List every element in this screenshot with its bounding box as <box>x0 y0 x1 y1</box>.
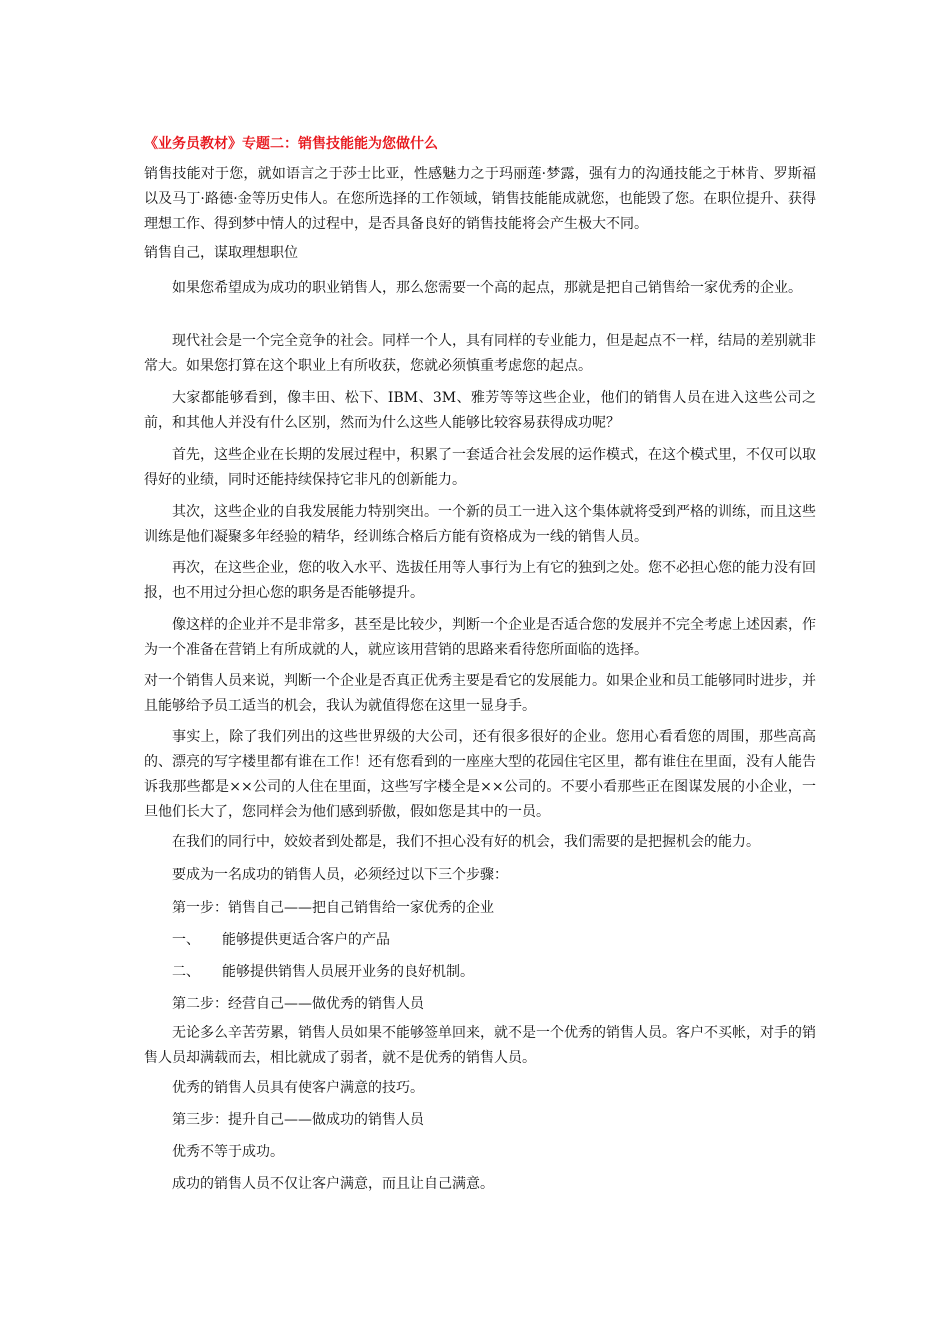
paragraph-companies: 大家都能够看到，像丰田、松下、IBM、3M、雅芳等等这些企业，他们的销售人员在进入这些公司之前，和其他人并没有什么区别，然而为什么这些人能够比较容易获得成功呢？ <box>144 390 816 431</box>
paragraph-excellence: 优秀不等于成功。 <box>172 1144 284 1160</box>
step-one-heading: 第一步：销售自己——把自己销售给一家优秀的企业 <box>172 900 494 916</box>
paragraph-second: 其次，这些企业的自我发展能力特别突出。一个新的员工一进入这个集体就将受到严格的训练，而且这些训练是他们凝聚多年经验的精华，经训练合格后方能有资格成为一线的销售人员。 <box>144 504 816 545</box>
paragraph-in-fact: 事实上，除了我们列出的这些世界级的大公司，还有很多很好的企业。您用心看看您的周围，那些高高的、漂亮的写字楼里都有谁在工作！还有您看到的一座座大型的花园住宅区里，都有谁住在里面，没有人能告诉我那些都是××公司的人住在里面，这些写字楼全是××公司的。不要小看那些正在图谋发展的小企业，一旦他们长大了，您同样会为他们感到骄傲，假如您是其中的一员。 <box>144 729 816 820</box>
paragraph-success: 成功的销售人员不仅让客户满意，而且让自己满意。 <box>172 1176 494 1192</box>
paragraph-high-start: 如果您希望成为成功的职业销售人，那么您需要一个高的起点，那就是把自己销售给一家优秀的企业。 <box>172 280 802 296</box>
list-number: 一、 <box>172 932 200 948</box>
paragraph-first: 首先，这些企业在长期的发展过程中，积累了一套适合社会发展的运作模式，在这个模式里，不仅可以取得好的业绩，同时还能持续保持它非凡的创新能力。 <box>144 447 816 488</box>
paragraph-skills: 优秀的销售人员具有使客户满意的技巧。 <box>172 1080 424 1096</box>
paragraph-development: 对一个销售人员来说，判断一个企业是否真正优秀主要是看它的发展能力。如果企业和员工能够同时进步，并且能够给予员工适当的机会，我认为就值得您在这里一显身手。 <box>144 673 816 714</box>
step-three-heading: 第三步：提升自己——做成功的销售人员 <box>172 1112 424 1128</box>
list-number: 二、 <box>172 964 200 980</box>
list-item-two <box>172 961 474 983</box>
paragraph-intro: 销售技能对于您，就如语言之于莎士比亚，性感魅力之于玛丽莲·梦露，强有力的沟通技能之于林肯、罗斯福以及马丁·路德·金等历史伟人。在您所选择的工作领域，销售技能能成就您，也能毁了您。在职位提升、获得理想工作、得到梦中情人的过程中，是否具备良好的销售技能将会产生极大不同。 <box>144 166 816 232</box>
list-item-one <box>172 929 390 951</box>
list-text: 能够提供销售人员展开业务的良好机制。 <box>222 964 474 980</box>
paragraph-third: 再次，在这些企业，您的收入水平、选拔任用等人事行为上有它的独到之处。您不必担心您的能力没有回报，也不用过分担心您的职务是否能够提升。 <box>144 560 816 601</box>
document-title: 《业务员教材》专题二：销售技能能为您做什么 <box>144 136 438 152</box>
paragraph-opportunity: 在我们的同行中，姣姣者到处都是，我们不担心没有好的机会，我们需要的是把握机会的能力。 <box>172 834 760 850</box>
paragraph-three-steps: 要成为一名成功的销售人员，必须经过以下三个步骤： <box>172 867 508 883</box>
paragraph-judge: 像这样的企业并不是非常多，甚至是比较少，判断一个企业是否适合您的发展并不完全考虑上述因素，作为一个准备在营销上有所成就的人，就应该用营销的思路来看待您所面临的选择。 <box>144 617 816 658</box>
paragraph-competition: 现代社会是一个完全竞争的社会。同样一个人，具有同样的专业能力，但是起点不一样，结局的差别就非常大。如果您打算在这个职业上有所收获，您就必须慎重考虑您的起点。 <box>144 333 816 374</box>
paragraph-sign-orders: 无论多么辛苦劳累，销售人员如果不能够签单回来，就不是一个优秀的销售人员。客户不买帐，对手的销售人员却满载而去，相比就成了弱者，就不是优秀的销售人员。 <box>144 1025 816 1066</box>
list-text: 能够提供更适合客户的产品 <box>222 932 390 948</box>
step-two-heading: 第二步：经营自己——做优秀的销售人员 <box>172 996 424 1012</box>
section-heading: 销售自己，谋取理想职位 <box>144 245 298 261</box>
